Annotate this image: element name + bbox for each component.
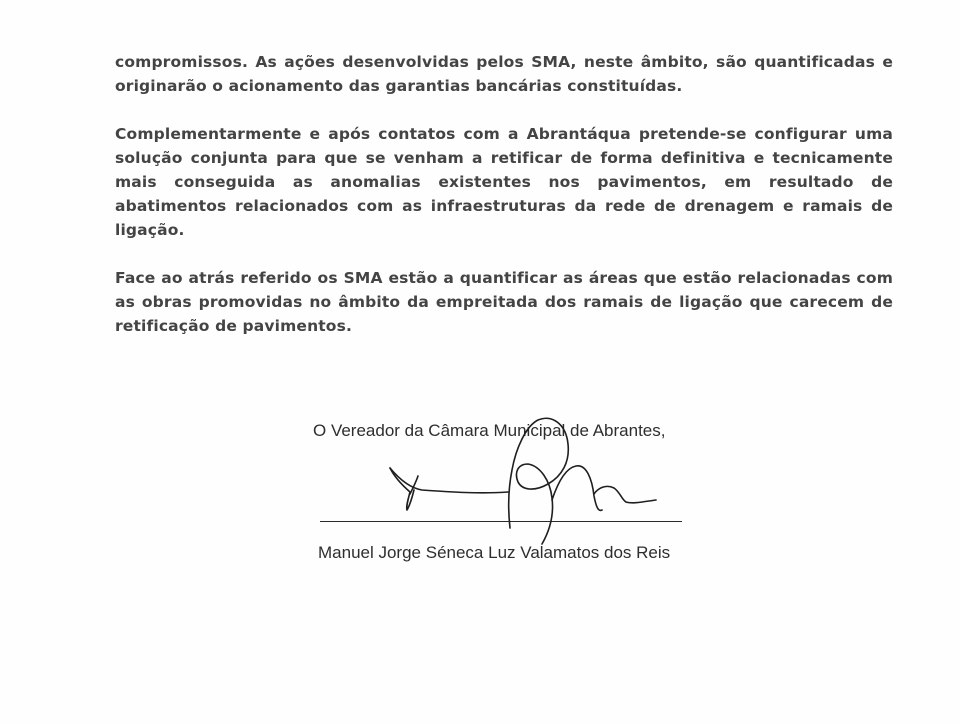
paragraph-3: Face ao atrás referido os SMA estão a quantificar as áreas que estão relacionadas com as obras promovidas no âmbito da empreitada dos ramais de ligação que carecem de retificação de pavimentos.	[115, 269, 893, 335]
paragraph-1: compromissos. As ações desenvolvidas pelos SMA, neste âmbito, são quantificadas e originarão o acionamento das garantias bancárias constituídas.	[115, 53, 893, 95]
paragraph-2: Complementarmente e após contatos com a Abrantáqua pretende-se configurar uma solução conjunta para que se venham a retificar de forma definitiva e tecnicamente mais conseguida as anomalias existentes nos pavimentos, em resultado de abatimentos relacionados com as infraestruturas da rede de drenagem e ramais de ligação.	[115, 125, 893, 239]
signatory-name: Manuel Jorge Séneca Luz Valamatos dos Reis	[318, 543, 671, 562]
document-body	[115, 50, 893, 338]
handwritten-signature	[380, 410, 660, 560]
closing-line: O Vereador da Câmara Municipal de Abrantes,	[313, 421, 666, 440]
